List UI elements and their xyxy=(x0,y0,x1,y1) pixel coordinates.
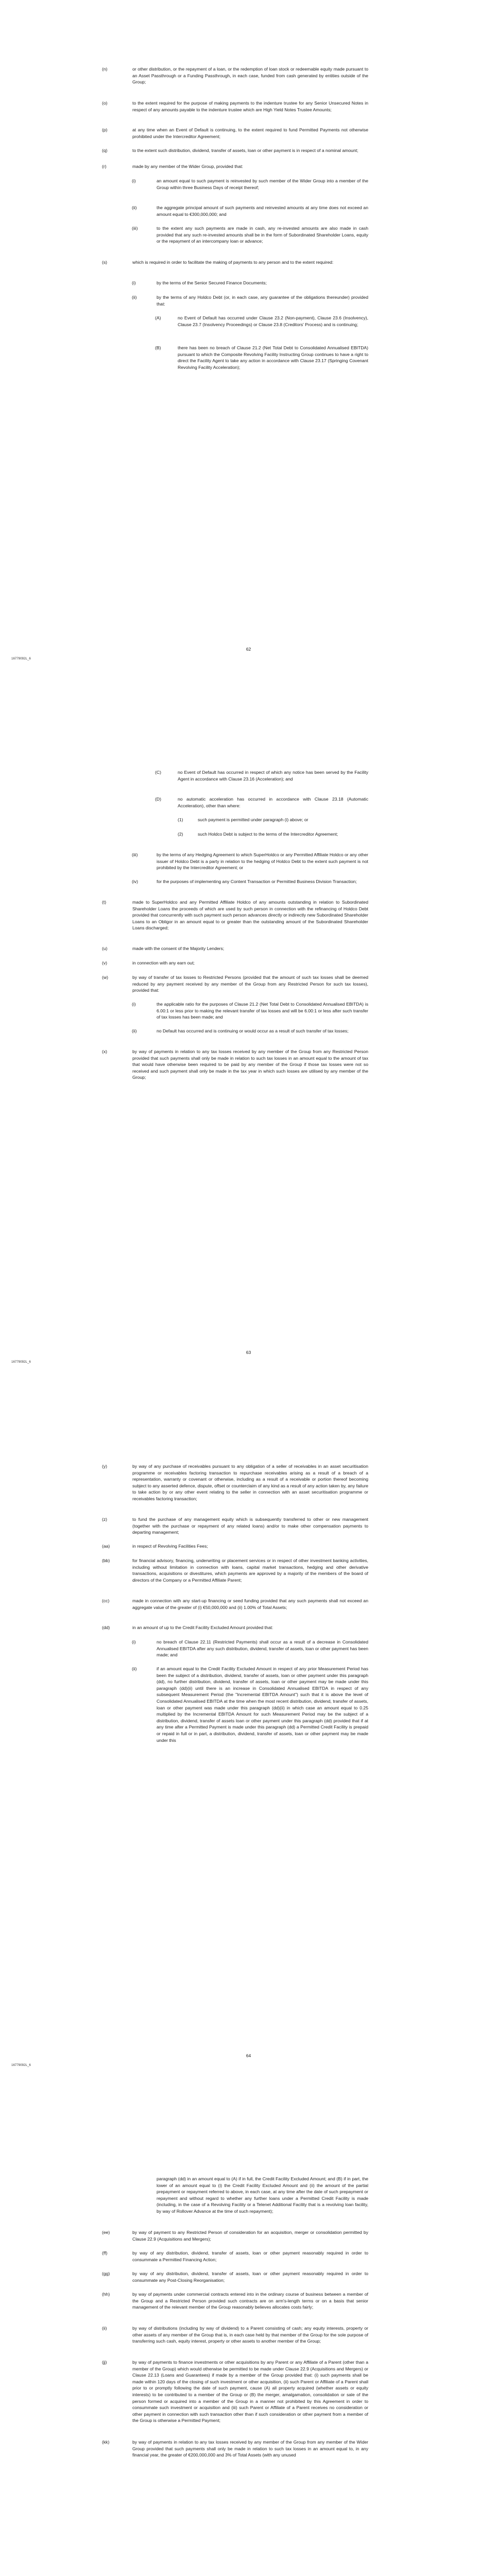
clause-text: by way of payment to any Restricted Person of consideration for an acquisition, merger or consolidation permitted by Clause 22.9 (Acquisitions and Mergers); xyxy=(132,2230,368,2242)
clause-text: by the terms of any Holdco Debt (or, in each case, any guarantee of the obligations thereunder) provided that: xyxy=(157,295,368,307)
clause-label: (ii) xyxy=(132,205,137,210)
clause-label: (t) xyxy=(102,900,107,905)
clause-label: (ii) xyxy=(132,1666,137,1671)
clause-label: (2) xyxy=(178,832,183,837)
clause-label: (iii) xyxy=(132,852,138,857)
clause-paragraph xyxy=(0,100,497,113)
clause-label: (bb) xyxy=(102,1558,110,1563)
clause-label: (u) xyxy=(102,946,108,951)
clause-text: or other distribution, or the repayment of a loan, or the redemption of loan stock or redeemable equity made pursuant to an Asset Passthrough or a Funding Passthrough, in each case, funded from cash generated by entities outside of the Group; xyxy=(132,66,368,85)
clause-label: (jj) xyxy=(102,2360,107,2365)
clause-label: (kk) xyxy=(102,2439,110,2445)
clause-text: paragraph (dd) in an amount equal to (A) if in full, the Credit Facility Excluded Amount; and (B) if in part, the lower of an amount equal to (i) the Credit Facility Excluded Amount and (ii) the amount of the partial prepayment or repayment referred to above, in each case, at any time after the date of such prepayment or repayment and without regard to whether any further loans under a Permitted Credit Facility is made (including, in the case of a Revolving Facility or a Telenet Additional Facility that is a revolving loan facility, by way of Rollover Advance at the time of such repayment); xyxy=(157,2176,368,2214)
clause-label: (v) xyxy=(102,960,108,965)
clause-text: to the extent such distribution, dividend, transfer of assets, loan or other payment is in respect of a nominal amount; xyxy=(132,148,358,153)
clause-paragraph xyxy=(0,1666,497,1743)
clause-paragraph xyxy=(0,945,497,952)
clause-text: in an amount of up to the Credit Facility Excluded Amount provided that: xyxy=(132,1625,273,1630)
clause-paragraph xyxy=(0,2229,497,2242)
document-page xyxy=(0,703,497,1406)
clause-text: no automatic acceleration has occurred in accordance with Clause 23.18 (Automatic Acceleration), other than where: xyxy=(178,796,368,808)
clause-label: (s) xyxy=(102,260,108,265)
clause-paragraph xyxy=(0,878,497,885)
clause-label: (hh) xyxy=(102,2292,110,2297)
clause-label: (x) xyxy=(102,1049,108,1054)
clause-label: (i) xyxy=(132,1639,136,1645)
clause-paragraph xyxy=(0,315,497,328)
clause-text: such payment is permitted under paragraph (i) above; or xyxy=(198,817,309,822)
clause-label: (iii) xyxy=(132,226,138,231)
clause-paragraph xyxy=(0,345,497,370)
clause-paragraph xyxy=(0,1001,497,1021)
document-reference: 16779092L_6 xyxy=(11,2063,31,2067)
clause-paragraph xyxy=(0,66,497,86)
clause-text: by way of distributions (including by way of dividend) to a Parent consisting of cash; any equity interests, property or other assets of any member of the Group that is, in each case held by that member of the Group for the sole purpose of transferring such cash, equity interest, property or other assets to another member of the Group; xyxy=(132,2326,368,2344)
clause-paragraph xyxy=(0,1624,497,1631)
clause-label: (i) xyxy=(132,280,136,285)
clause-text: by way of any distribution, dividend, transfer of assets, loan or other payment reasonably required in order to consummate any Post-Closing Reorganisation; xyxy=(132,2271,368,2283)
clause-paragraph xyxy=(0,1048,497,1081)
clause-label: (gg) xyxy=(102,2271,110,2276)
clause-label: (C) xyxy=(155,770,161,775)
clause-text: for the purposes of implementing any Content Transaction or Permitted Business Division Transaction; xyxy=(157,879,357,884)
clause-label: (A) xyxy=(155,315,161,320)
clause-text: in respect of Revolving Facilities Fees; xyxy=(132,1544,208,1549)
clause-paragraph xyxy=(0,147,497,154)
clause-label: (ff) xyxy=(102,2250,108,2256)
clause-label: (q) xyxy=(102,148,108,153)
page-number: 62 xyxy=(246,647,251,652)
clause-label: (w) xyxy=(102,975,108,980)
clause-paragraph xyxy=(0,2359,497,2424)
clause-paragraph xyxy=(0,1516,497,1536)
clause-text: there has been no breach of Clause 21.2 (Net Total Debt to Consolidated Annualised EBITDA) pursuant to which the Composite Revolving Facility Instructing Group continues to have a right to direct the Facility Agent to take any action in accordance with Clause 23.17 (Springing Covenant Revolving Facility Acceleration); xyxy=(178,345,368,370)
clause-label: (B) xyxy=(155,345,161,350)
clause-label: (o) xyxy=(102,100,108,106)
clause-paragraph xyxy=(0,2439,497,2459)
clause-paragraph xyxy=(0,1557,497,1583)
clause-paragraph xyxy=(0,2250,497,2263)
clause-label: (ii) xyxy=(132,1028,137,1033)
clause-text: made with the consent of the Majority Lenders; xyxy=(132,946,225,951)
clause-paragraph xyxy=(0,796,497,809)
clause-paragraph xyxy=(0,960,497,967)
clause-paragraph xyxy=(0,1543,497,1550)
clause-text: by way of payments in relation to any tax losses received by any member of the Group from any Restricted Person provided that such payments shall only be made in relation to such tax losses in an amount equal to the amount of tax that would have otherwise been required to be paid by any member of the Group if those tax losses were not so received and such payment shall only be made in the tax year in which such losses are utilised by any member of the Group; xyxy=(132,1049,368,1080)
clause-text: by way of payments in relation to any tax losses received by any member of the Group from any member of the Wider Group provided that such payments shall only be made in relation to such tax losses in an amount equal to, in any financial year, the greater of €200,000,000 and 3% of Total Assets (with any unused xyxy=(132,2439,368,2458)
clause-paragraph xyxy=(0,817,497,823)
clause-text: no Default has occurred and is continuing or would occur as a result of such transfer of tax losses; xyxy=(157,1028,349,1033)
clause-text: no Event of Default has occurred under Clause 23.2 (Non-payment), Clause 23.6 (Insolvency), Clause 23.7 (Insolvency Proceedings) or Clause 23.8 (Creditors' Process) and is continuing; xyxy=(178,315,368,327)
clause-label: (ii) xyxy=(102,2326,107,2331)
document-reference: 16779092L_6 xyxy=(11,1360,31,1364)
clause-text: for financial advisory, financing, underwriting or placement services or in respect of other investment banking activities, including without limitation in connection with loans, capital market transactions, hedging and other derivative transactions, acquisitions or divestitures, which payments are approved by a majority of the members of the board of directors of the Company or a Permitted Affiliate Parent; xyxy=(132,1558,368,1583)
clause-paragraph xyxy=(0,1639,497,1658)
clause-paragraph xyxy=(0,127,497,140)
clause-text: by way of any distribution, dividend, transfer of assets, loan or other payment reasonably required in order to consummate a Permitted Financing Action; xyxy=(132,2250,368,2262)
page-number: 64 xyxy=(246,2053,251,2058)
clause-text: which is required in order to facilitate the making of payments to any person and to the extent required: xyxy=(132,260,334,265)
clause-text: such Holdco Debt is subject to the terms of the Intercreditor Agreement; xyxy=(198,832,338,837)
clause-text: made by any member of the Wider Group, provided that: xyxy=(132,164,243,169)
clause-text: at any time when an Event of Default is continuing, to the extent required to fund Permitted Payments not otherwise prohibited under the Intercreditor Agreement; xyxy=(132,127,368,139)
clause-label: (ii) xyxy=(132,295,137,300)
clause-paragraph xyxy=(0,899,497,931)
clause-text: no breach of Clause 22.11 (Restricted Payments) shall occur as a result of a decrease in Consolidated Annualised EBITDA after any such distribution, dividend, transfer of assets, loan or other payment has been made; and xyxy=(157,1639,368,1658)
clause-text: if an amount equal to the Credit Facility Excluded Amount in respect of any prior Measurement Period has been the subject of a distribution, dividend, transfer of assets, loan or other payment under this paragraph (dd), no further distribution, dividend, transfer of assets, loan or other payment may be made under this paragraph (dd)(ii) until there is an increase in Consolidated Annualised EBITDA in respect of any subsequent Measurement Period (the "Incremental EBITDA Amount") such that it is above the level of Consolidated Annualised EBITDA at the time when the most recent distribution, dividend, transfer of assets, loan or other payment was made under this paragraph (dd)(ii) in which case an amount equal to 0.25 multiplied by the Incremental EBITDA Amount for such Measurement Period may be the subject of a distribution, dividend, transfer of assets loan or other payment under this paragraph (dd) provided that if at any time after a Permitted Payment is made under this paragraph (dd) a Permitted Credit Facility is prepaid or repaid in full or in part, a distribution, dividend, transfer of assets, loan or other payment may be made under this xyxy=(157,1666,368,1743)
clause-text: to the extent any such payments are made in cash, any re-invested amounts are also made in cash provided that any such re-invested amounts shall be in the form of Subordinated Shareholder Loans, equity or the repayment of an intercompany loan or advance; xyxy=(157,226,368,244)
clause-text: made to SuperHoldco and any Permitted Affiliate Holdco of any amounts outstanding in relation to Subordinated Shareholder Loans the proceeds of which are used by such person in connection with the refinancing of Holdco Debt provided that concurrently with such payment such person advances directly or indirectly new Subordinated Shareholder Loans to an Obligor in an amount equal to or greater than the outstanding amount of the Subordinated Shareholder Loans discharged; xyxy=(132,900,368,931)
clause-label: (z) xyxy=(102,1517,108,1522)
clause-label: (D) xyxy=(155,796,161,802)
clause-paragraph xyxy=(0,974,497,994)
clause-label: (r) xyxy=(102,164,107,169)
clause-paragraph xyxy=(0,1028,497,1035)
document-reference: 16779092L_6 xyxy=(11,657,31,660)
clause-paragraph xyxy=(0,2291,497,2311)
clause-text: in connection with any earn out; xyxy=(132,960,195,965)
page-number: 63 xyxy=(246,1350,251,1355)
clause-label: (i) xyxy=(132,178,136,183)
clause-paragraph xyxy=(0,205,497,217)
clause-paragraph xyxy=(0,769,497,782)
clause-paragraph xyxy=(0,259,497,266)
clause-label: (1) xyxy=(178,817,183,822)
clause-text: an amount equal to such payment is reinvested by such member of the Wider Group into a member of the Group within three Business Days of receipt thereof; xyxy=(157,178,368,190)
clause-paragraph xyxy=(0,294,497,307)
clause-paragraph xyxy=(0,1463,497,1502)
clause-text: by way of payments under commercial contracts entered into in the ordinary course of business between a member of the Group and a Restricted Person provided such contracts are on arm's-length terms or on a basis that senior management of the relevant member of the Group reasonably believes allocates costs fairly; xyxy=(132,2292,368,2310)
clause-paragraph xyxy=(0,280,497,286)
clause-text: by the terms of any Hedging Agreement to which SuperHoldco or any Permitted Affiliate Holdco or any other issuer of Holdco Debt is a party in relation to the hedging of Holdco Debt to the extent such payment is not prohibited by the Intercreditor Agreement; or xyxy=(157,852,368,871)
document-page xyxy=(0,1406,497,2110)
clause-paragraph xyxy=(0,852,497,871)
clause-paragraph xyxy=(0,163,497,170)
clause-paragraph xyxy=(0,831,497,838)
clause-label: (cc) xyxy=(102,1598,110,1603)
clause-paragraph xyxy=(0,178,497,191)
clause-text: the aggregate principal amount of such payments and reinvested amounts at any time does not exceed an amount equal to €300,000,000; and xyxy=(157,205,368,217)
clause-label: (n) xyxy=(102,66,108,72)
clause-text: by the terms of the Senior Secured Finance Documents; xyxy=(157,280,267,285)
clause-paragraph xyxy=(0,2176,497,2215)
clause-text: to the extent required for the purpose of making payments to the indenture trustee for any Senior Unsecured Notes in respect of any amounts payable to the indenture trustee which are High Yield Notes Trustee Amounts; xyxy=(132,100,368,112)
clause-label: (dd) xyxy=(102,1625,110,1630)
clause-paragraph xyxy=(0,225,497,245)
document-page xyxy=(0,0,497,703)
clause-label: (aa) xyxy=(102,1544,110,1549)
clause-text: by way of transfer of tax losses to Restricted Persons (provided that the amount of such tax losses shall be deemed reduced by any payment received by any member of the Group from any Restricted Person for such tax losses), provided that: xyxy=(132,975,368,993)
clause-text: no Event of Default has occurred in respect of which any notice has been served by the Facility Agent in accordance with Clause 23.16 (Acceleration); and xyxy=(178,770,368,782)
clause-paragraph xyxy=(0,2325,497,2345)
clause-text: made in connection with any start-up financing or seed funding provided that any such payments shall not exceed an aggregate value of the greater of (i) €50,000,000 and (ii) 1.00% of Total Assets; xyxy=(132,1598,368,1610)
clause-label: (y) xyxy=(102,1464,108,1469)
clause-paragraph xyxy=(0,2270,497,2283)
clause-text: to fund the purchase of any management equity which is subsequently transferred to other or new management (together with the purchase or repayment of any related loans) and/or to make other compensation payments to departing management; xyxy=(132,1517,368,1535)
clause-label: (ee) xyxy=(102,2230,110,2235)
clause-label: (p) xyxy=(102,127,108,132)
clause-text: the applicable ratio for the purposes of Clause 21.2 (Net Total Debt to Consolidated Annualised EBITDA) is 6.00:1 or less prior to making the relevant transfer of tax losses and will be 6.00:1 or less after such transfer of tax losses has been made; and xyxy=(157,1002,368,1020)
clause-label: (iv) xyxy=(132,879,138,884)
clause-paragraph xyxy=(0,1598,497,1611)
clause-text: by way of payments to finance investments or other acquisitions by any Parent or any Affiliate of a Parent (other than a member of the Group) which would otherwise be permitted to be made under Clause 22.9 (Acquisitions and Mergers) or Clause 22.13 (Loans and Guarantees) if made by a member of the Group provided that: (i) such payments shall be made within 120 days of the closing of such investment or other acquisition, (ii) such Parent or Affiliate of a Parent shall prior to or promptly following the date of such payment, cause (A) all property acquired (whether assets or equity interests) to be contributed to a member of the Group or (B) the merger, amalgamation, consolidation or sale of the person formed or acquired into a member of the Group in a manner not prohibited by this Agreement in order to consummate such investment or acquisition and (iii) such Parent or Affiliate of a Parent receives no consideration or other payment in connection with such transaction other than if such consideration or other payment from a member of the Group is otherwise a Permitted Payment; xyxy=(132,2360,368,2424)
clause-label: (i) xyxy=(132,1002,136,1007)
clause-text: by way of any purchase of receivables pursuant to any obligation of a seller of receivables in an asset securitisation programme or receivables factoring transaction to repurchase receivables arising as a result of a breach of a representation, warranty or covenant or otherwise, including as a result of a receivable or portion thereof becoming subject to any asserted defence, dispute, offset or counterclaim of any kind as a result of any action taken by, any failure to take action by or any other event relating to the seller in connection with an asset securitisation programme or receivables factoring transaction; xyxy=(132,1464,368,1501)
document-page xyxy=(0,2110,497,2576)
